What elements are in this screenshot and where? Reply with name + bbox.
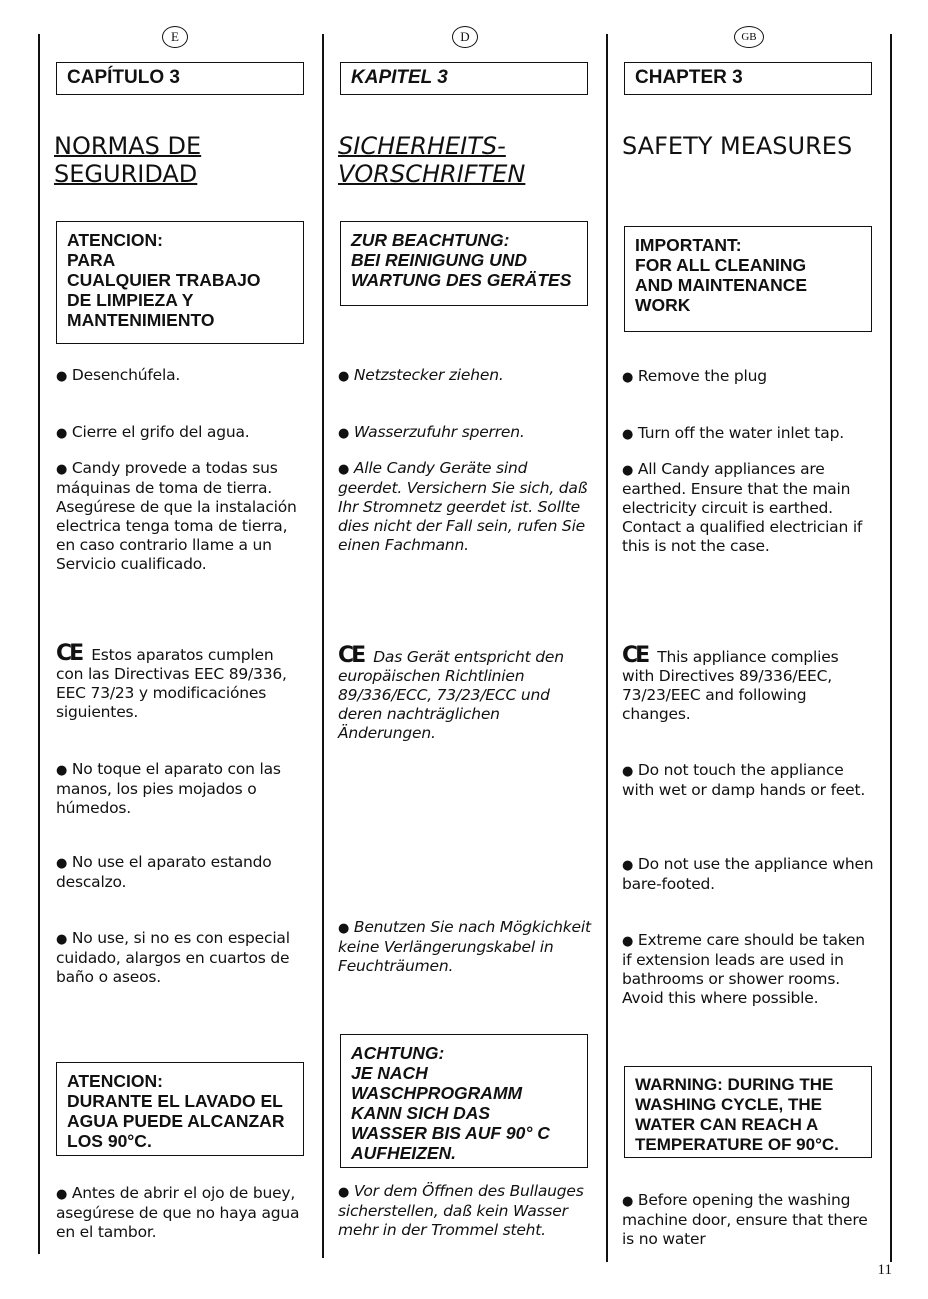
paragraph-unplug-de xyxy=(338,366,592,386)
paragraph-text: No toque el aparato con las manos, los pies mojados o húmedos. xyxy=(56,760,281,817)
notice-line: MANTENIMIENTO xyxy=(67,310,215,330)
paragraph-ce-directives-gb xyxy=(622,643,872,724)
page-number: 11 xyxy=(877,1262,892,1278)
paragraph-extension-gb xyxy=(622,931,876,1008)
bullet-icon: ● xyxy=(338,369,350,384)
notice-line: JE NACH xyxy=(351,1063,428,1083)
paragraph-extension-es xyxy=(56,929,306,987)
section-heading-es xyxy=(54,132,201,188)
bullet-icon: ● xyxy=(56,1187,68,1202)
paragraph-text: Benutzen Sie nach Mögkichkeit keine Verlängerungskabel in Feuchträumen. xyxy=(338,918,591,975)
bullet-icon: ● xyxy=(338,1185,350,1200)
notice-line: ATENCION: xyxy=(67,1071,163,1091)
notice-line: WASHING CYCLE, THE xyxy=(635,1095,823,1114)
column-rule-middle-1 xyxy=(322,34,324,1258)
notice-line: DURANTE EL LAVADO EL xyxy=(67,1091,283,1111)
bullet-icon: ● xyxy=(622,858,634,873)
column-spanish xyxy=(0,0,320,1299)
bullet-icon: ● xyxy=(338,921,350,936)
paragraph-door-es xyxy=(56,1184,306,1242)
paragraph-text: Wasserzufuhr sperren. xyxy=(353,423,525,441)
bullet-icon: ● xyxy=(338,426,350,441)
paragraph-text: Antes de abrir el ojo de buey, asegúrese de que no haya agua en el tambor. xyxy=(56,1184,300,1241)
paragraph-wet-hands-es xyxy=(56,760,306,818)
paragraph-earthing-es xyxy=(56,459,306,574)
bullet-icon: ● xyxy=(56,932,68,947)
bullet-icon: ● xyxy=(622,427,634,442)
heading-line: NORMAS DE xyxy=(54,132,202,160)
paragraph-text: Candy provede a todas sus máquinas de toma de tierra. Asegúrese de que la instalación electrica tenga toma de tierra, en caso contrario llame a un Servicio cualificado. xyxy=(56,459,297,573)
paragraph-barefoot-gb xyxy=(622,855,876,894)
paragraph-water-tap-gb xyxy=(622,424,880,444)
notice-line: AND MAINTENANCE xyxy=(635,275,808,295)
paragraph-text: No use el aparato estando descalzo. xyxy=(56,853,272,891)
notice-line: DE LIMPIEZA Y xyxy=(67,290,194,310)
paragraph-door-gb xyxy=(622,1191,876,1249)
notice-box-temperature-gb xyxy=(624,1066,872,1158)
paragraph-text: Extreme care should be taken if extension leads are used in bathrooms or shower rooms. Avoid this where possible. xyxy=(622,931,865,1007)
paragraph-earthing-gb xyxy=(622,460,876,556)
notice-line: ZUR BEACHTUNG: xyxy=(351,230,510,250)
chapter-title-es: CAPÍTULO 3 xyxy=(56,62,304,95)
paragraph-text: Estos aparatos cumplen con las Directivas EEC 89/336, EEC 73/23 y modificaciónes siguientes. xyxy=(56,646,287,721)
paragraph-text: Alle Candy Geräte sind geerdet. Versichern Sie sich, daß Ihr Stromnetz geerdet ist. Sollte dies nicht der Fall sein, rufen Sie einen Fachmann. xyxy=(338,459,588,554)
paragraph-text: All Candy appliances are earthed. Ensure that the main electricity circuit is earthed. Contact a qualified electrician if this is not the case. xyxy=(622,460,863,555)
notice-line: BEI REINIGUNG UND xyxy=(351,250,527,270)
notice-line: WASCHPROGRAMM xyxy=(351,1083,523,1103)
notice-line: LOS 90°C. xyxy=(67,1131,152,1151)
bullet-icon: ● xyxy=(622,764,634,779)
section-heading-de xyxy=(338,132,525,188)
notice-box-temperature-de xyxy=(340,1034,588,1168)
ce-mark-icon: CE xyxy=(622,643,648,668)
notice-line: WASSER BIS AUF 90° C xyxy=(351,1123,550,1143)
paragraph-water-tap-de xyxy=(338,423,592,443)
notice-line: WORK xyxy=(635,295,691,315)
paragraph-text: Vor dem Öffnen des Bullauges sicherstellen, daß kein Wasser mehr in der Trommel steht. xyxy=(338,1182,584,1239)
paragraph-earthing-de xyxy=(338,459,592,555)
heading-line: SAFETY MEASURES xyxy=(622,132,853,160)
bullet-icon: ● xyxy=(338,462,350,477)
paragraph-text: Desenchúfela. xyxy=(71,366,181,384)
paragraph-text: Before opening the washing machine door, ensure that there is no water xyxy=(622,1191,868,1248)
paragraph-water-tap-es xyxy=(56,423,306,443)
chapter-title-gb: CHAPTER 3 xyxy=(624,62,872,95)
column-rule-right xyxy=(890,34,892,1262)
ce-mark-icon: CE xyxy=(56,641,82,666)
heading-line: SEGURIDAD xyxy=(54,160,198,188)
language-badge-de: D xyxy=(452,26,478,48)
bullet-icon: ● xyxy=(622,463,634,478)
paragraph-ce-directives-de xyxy=(338,643,594,743)
notice-box-temperature-es xyxy=(56,1062,304,1156)
notice-line: TEMPERATURE OF 90°C. xyxy=(635,1135,839,1154)
paragraph-ce-directives-es xyxy=(56,641,300,722)
paragraph-unplug-gb xyxy=(622,367,876,387)
notice-line: FOR ALL CLEANING xyxy=(635,255,807,275)
heading-line: VORSCHRIFTEN xyxy=(338,160,526,188)
notice-line: IMPORTANT: xyxy=(635,235,742,255)
paragraph-text: Netzstecker ziehen. xyxy=(353,366,504,384)
paragraph-text: Remove the plug xyxy=(637,367,767,385)
language-badge-gb: GB xyxy=(734,26,764,48)
bullet-icon: ● xyxy=(56,426,68,441)
notice-line: ATENCION: xyxy=(67,230,163,250)
paragraph-barefoot-es xyxy=(56,853,306,892)
paragraph-text: This appliance complies with Directives 89/336/EEC, 73/23/EEC and following changes. xyxy=(622,648,839,723)
bullet-icon: ● xyxy=(622,934,634,949)
bullet-icon: ● xyxy=(56,856,68,871)
notice-line: CUALQUIER TRABAJO xyxy=(67,270,261,290)
bullet-icon: ● xyxy=(622,1194,634,1209)
ce-mark-icon: CE xyxy=(338,643,364,668)
notice-line: PARA xyxy=(67,250,116,270)
chapter-title-de: KAPITEL 3 xyxy=(340,62,588,95)
paragraph-unplug-es xyxy=(56,366,306,386)
bullet-icon: ● xyxy=(56,462,68,477)
column-rule-middle-2 xyxy=(606,34,608,1262)
paragraph-door-de xyxy=(338,1182,592,1240)
paragraph-text: Cierre el grifo del agua. xyxy=(71,423,250,441)
notice-line: AGUA PUEDE ALCANZAR xyxy=(67,1111,285,1131)
notice-line: WATER CAN REACH A xyxy=(635,1115,819,1134)
bullet-icon: ● xyxy=(622,370,634,385)
bullet-icon: ● xyxy=(56,763,68,778)
paragraph-text: Das Gerät entspricht den europäischen Richtlinien 89/336/ECC, 73/23/ECC und deren nachträglichen Änderungen. xyxy=(338,648,564,742)
notice-line: ACHTUNG: xyxy=(351,1043,445,1063)
notice-box-cleaning-gb xyxy=(624,226,872,332)
paragraph-text: Do not use the appliance when bare-footed. xyxy=(622,855,874,893)
notice-line: KANN SICH DAS xyxy=(351,1103,491,1123)
notice-box-cleaning-es xyxy=(56,221,304,344)
notice-line: AUFHEIZEN. xyxy=(351,1143,456,1163)
language-badge-es: E xyxy=(162,26,188,48)
notice-line: WARNING: DURING THE xyxy=(635,1075,834,1094)
notice-box-cleaning-de xyxy=(340,221,588,306)
paragraph-text: Turn off the water inlet tap. xyxy=(637,424,844,442)
paragraph-text: Do not touch the appliance with wet or damp hands or feet. xyxy=(622,761,866,799)
paragraph-extension-de xyxy=(338,918,592,976)
notice-line: WARTUNG DES GERÄTES xyxy=(351,270,572,290)
paragraph-wet-hands-gb xyxy=(622,761,876,800)
section-heading-gb xyxy=(622,132,852,160)
paragraph-text: No use, si no es con especial cuidado, alargos en cuartos de baño o aseos. xyxy=(56,929,290,986)
heading-line: SICHERHEITS- xyxy=(338,132,506,160)
bullet-icon: ● xyxy=(56,369,68,384)
